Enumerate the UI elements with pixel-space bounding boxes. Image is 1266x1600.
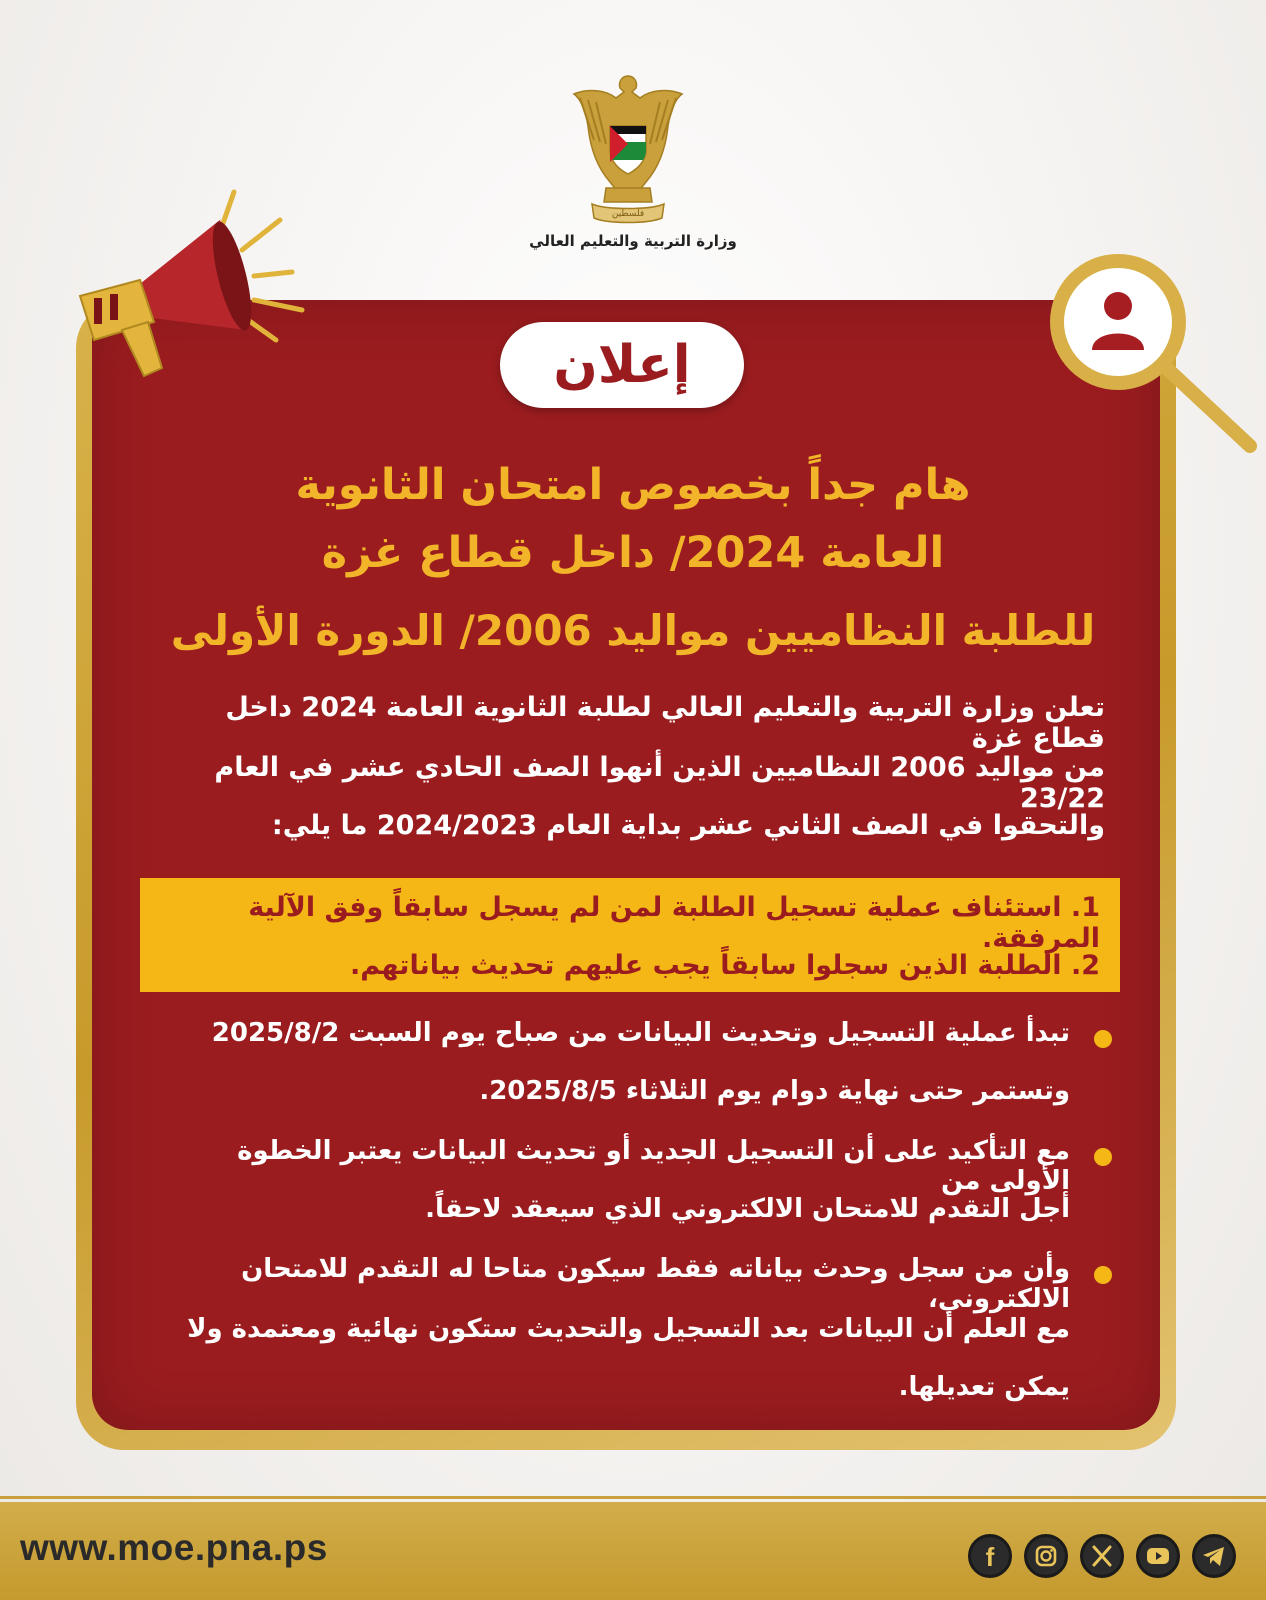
telegram-icon[interactable] [1192, 1534, 1236, 1578]
title-line-3: للطلبة النظاميين مواليد 2006/ الدورة الأولى [170, 606, 1096, 655]
youtube-icon[interactable] [1136, 1534, 1180, 1578]
numbered-item-2: 2. الطلبة الذين سجلوا سابقاً يجب عليهم تحديث بياناتهم. [350, 950, 1100, 981]
bullet-2-line-1: مع التأكيد على أن التسجيل الجديد أو تحديث البيانات يعتبر الخطوة الأولى من [237, 1136, 1070, 1196]
bullet-dot-icon [1094, 1148, 1112, 1166]
title-line-2: العامة 2024/ داخل قطاع غزة [321, 528, 945, 578]
palestine-emblem-logo [566, 70, 690, 230]
title-line-1: هام جداً بخصوص امتحان الثانوية [295, 460, 971, 510]
magnifier-user-icon [1040, 250, 1266, 460]
intro-line-1: تعلن وزارة التربية والتعليم العالي لطلبة الثانوية العامة 2024 داخل قطاع غزة [225, 692, 1105, 754]
instagram-icon[interactable] [1024, 1534, 1068, 1578]
megaphone-icon [70, 180, 330, 390]
emblem-caption: فلسطين [611, 209, 645, 219]
numbered-item-1: 1. استئناف عملية تسجيل الطلبة لمن لم يسجل سابقاً وفق الآلية المرفقة. [248, 892, 1100, 954]
ministry-name: وزارة التربية والتعليم العالي [529, 232, 737, 250]
intro-line-3: والتحقوا في الصف الثاني عشر بداية العام 2024/2023 ما يلي: [271, 810, 1105, 841]
svg-text:f: f [985, 1542, 995, 1572]
bullet-dot-icon [1094, 1030, 1112, 1048]
bullet-3-line-3: يمكن تعديلها. [898, 1372, 1070, 1402]
announcement-badge [500, 322, 744, 408]
bullet-3-line-1: وأن من سجل وحدث بياناته فقط سيكون متاحا له التقدم للامتحان الالكتروني، [241, 1254, 1070, 1314]
bullet-1-line-1: تبدأ عملية التسجيل وتحديث البيانات من صباح يوم السبت 2025/8/2 [211, 1018, 1070, 1048]
website-link[interactable]: www.moe.pna.ps [20, 1527, 328, 1568]
facebook-icon[interactable] [968, 1534, 1012, 1578]
bullet-1-line-2: وتستمر حتى نهاية دوام يوم الثلاثاء 2025/8/5. [479, 1076, 1070, 1106]
bullet-3-line-2: مع العلم أن البيانات بعد التسجيل والتحديث ستكون نهائية ومعتمدة ولا [187, 1314, 1070, 1344]
bullet-2-line-2: أجل التقدم للامتحان الالكتروني الذي سيعقد لاحقاً. [425, 1194, 1070, 1224]
x-icon[interactable] [1080, 1534, 1124, 1578]
badge-label: إعلان [553, 335, 691, 395]
intro-line-2: من مواليد 2006 النظاميين الذين أنهوا الصف الحادي عشر في العام 23/22 [214, 752, 1105, 814]
bullet-dot-icon [1094, 1266, 1112, 1284]
footer-divider [0, 1496, 1266, 1499]
